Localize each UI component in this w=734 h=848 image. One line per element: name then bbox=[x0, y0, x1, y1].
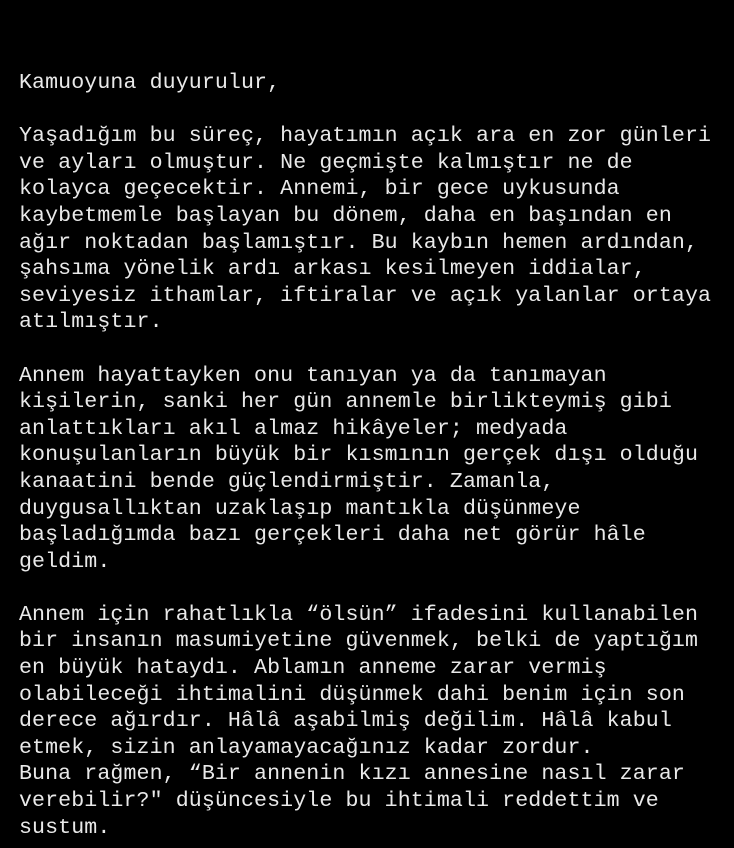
text-line: başladığımda bazı gerçekleri daha net görür hâle bbox=[19, 523, 646, 548]
text-line: bir insanın masumiyetine güvenmek, belki de yaptığım bbox=[19, 629, 699, 654]
text-line: derece ağırdır. Hâlâ aşabilmiş değilim. Hâlâ kabul bbox=[19, 709, 672, 734]
text-line: Annem için rahatlıkla “ölsün” ifadesini kullanabilen bbox=[19, 602, 699, 627]
text-line: Buna rağmen, “Bir annenin kızı annesine nasıl zarar bbox=[19, 762, 685, 787]
public-statement bbox=[19, 70, 729, 841]
paragraph-2 bbox=[19, 363, 729, 576]
text-line: anlattıkları akıl almaz hikâyeler; medyada bbox=[19, 416, 568, 441]
text-line: sustum. bbox=[19, 815, 111, 840]
paragraph-1 bbox=[19, 123, 729, 336]
text-line: Yaşadığım bu süreç, hayatımın açık ara en zor günleri bbox=[19, 124, 712, 149]
text-line: geldim. bbox=[19, 549, 111, 574]
text-line: kanaatini bende güçlendirmiştir. Zamanla, bbox=[19, 469, 555, 494]
text-line: seviyesiz ithamlar, iftiralar ve açık yalanlar ortaya bbox=[19, 283, 712, 308]
text-line: ağır noktadan başlamıştır. Bu kaybın hemen ardından, bbox=[19, 230, 699, 255]
paragraph-gap bbox=[19, 575, 729, 602]
text-line: kişilerin, sanki her gün annemle birlikteymiş gibi bbox=[19, 390, 672, 415]
text-line: en büyük hataydı. Ablamın anneme zarar vermiş bbox=[19, 656, 607, 681]
text-line: duygusallıktan uzaklaşıp mantıkla düşünmeye bbox=[19, 496, 581, 521]
text-line: etmek, sizin anlayamayacağınız kadar zordur. bbox=[19, 735, 594, 760]
text-line: şahsıma yönelik ardı arkası kesilmeyen iddialar, bbox=[19, 257, 646, 282]
paragraph-3 bbox=[19, 602, 729, 841]
paragraph-gap bbox=[19, 336, 729, 363]
text-line: kolayca geçecektir. Annemi, bir gece uykusunda bbox=[19, 177, 620, 202]
text-line: Annem hayattayken onu tanıyan ya da tanımayan bbox=[19, 363, 607, 388]
text-line: verebilir?" düşüncesiyle bu ihtimali reddettim ve bbox=[19, 789, 659, 814]
text-line: olabileceği ihtimalini düşünmek dahi benim için son bbox=[19, 682, 685, 707]
paragraph-gap bbox=[19, 97, 729, 124]
text-line: atılmıştır. bbox=[19, 310, 163, 335]
text-line: kaybetmemle başlayan bu dönem, daha en başından en bbox=[19, 203, 672, 228]
text-line: konuşulanların büyük bir kısmının gerçek dışı olduğu bbox=[19, 443, 699, 468]
text-line: ve ayları olmuştur. Ne geçmişte kalmıştır ne de bbox=[19, 150, 633, 175]
salutation: Kamuoyuna duyurulur, bbox=[19, 71, 281, 95]
